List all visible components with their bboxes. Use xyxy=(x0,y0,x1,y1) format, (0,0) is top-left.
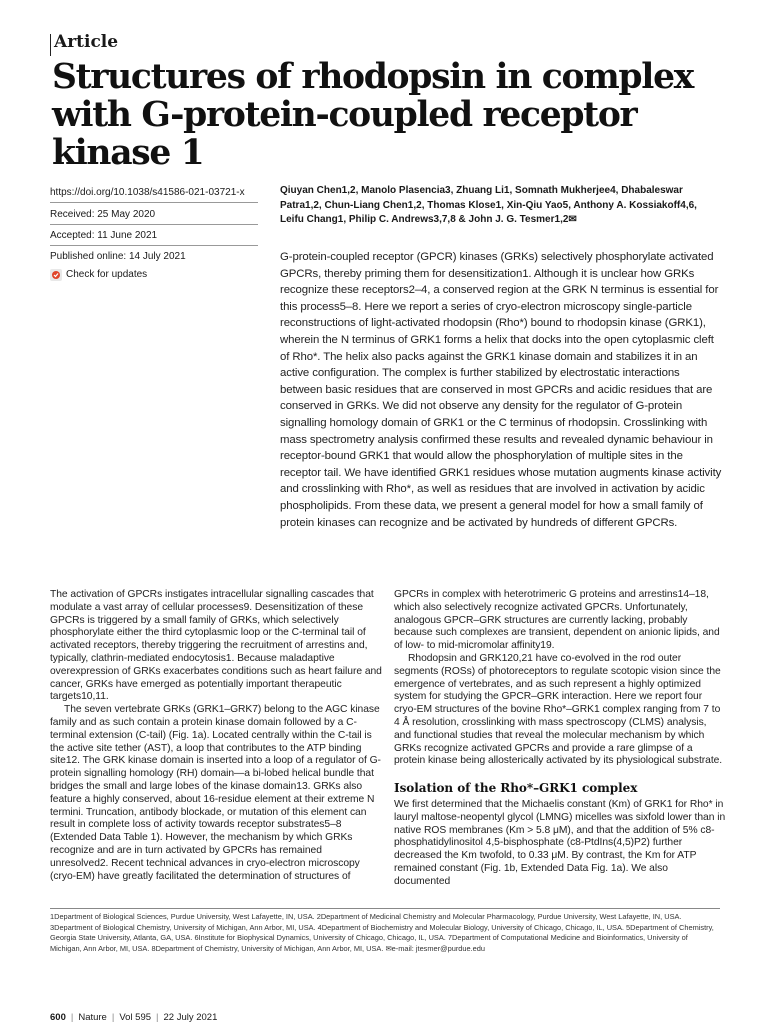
body-paragraph: The seven vertebrate GRKs (GRK1–GRK7) belong to the AGC kinase family and as such contain a protein kinase domain followed by a C-terminal extension (C-tail) (Fig. 1a). Located centrally within the C-tail is the active site tether (AST), a loop that contributes to the ATP binding site12. The GRK kinase domain is inserted into a loop of a regulator of G-protein signalling homology (RH) domain—a bi-lobed helical bundle that bridges the small and large lobes of the kinase domain13. GRKs also feature a highly conserved, about 16-residue element at their extreme N termini. Truncation, antibody blockade, or mutation of this element can result in complete loss of activity towards receptor substrates5–8 (Extended Data Table 1). However, the mechanism by which GRKs recognize and are in turn activated by GPCRs has remained unresolved2. Recent technical advances in cryo-electron microscopy (cryo-EM) have greatly facilitated the determination of structures of xyxy=(50,704,381,882)
article-title: Structures of rhodopsin in complex with G-protein-coupled receptor kinase 1 xyxy=(52,57,693,173)
crossmark-icon xyxy=(50,269,62,281)
affiliations: 1Department of Biological Sciences, Purdue University, West Lafayette, IN, USA. 2Department of Medicinal Chemistry and Molecular Pharmacology, Purdue University, West Lafayette, IN, USA. 3Department of Biological Chemistry, University of Michigan, Ann Arbor, MI, USA. 4Department of Biochemistry and Molecular Biology, University of Chicago, Chicago, IL, USA. 5Department of Chemistry, Georgia State University, Atlanta, GA, USA. 6Institute for Biophysical Dynamics, University of Chicago, Chicago, IL, USA. 7Department of Computational Medicine and Bioinformatics, University of Michigan, Ann Arbor, MI, USA. 8Department of Chemistry, University of Michigan, Ann Arbor, MI, USA. ✉e-mail: jtesmer@purdue.edu xyxy=(50,912,714,953)
body-paragraph: GPCRs in complex with heterotrimeric G proteins and arrestins14–18, which also selectively recognize activated GPCRs. Unfortunately, analogous GPCR–GRK structures are currently lacking, probably because such complexes are transient, dependent on anionic lipids, and of low- to mid-micromolar affinity19. xyxy=(394,589,720,652)
received-text: Received: 25 May 2020 xyxy=(50,209,156,220)
accepted-date xyxy=(50,229,258,242)
page-footer: 600 | Nature | Vol 595 | 22 July 2021 xyxy=(50,1012,218,1023)
volume: Vol 595 xyxy=(119,1012,152,1023)
section-heading: Isolation of the Rho*–GRK1 complex xyxy=(394,781,638,796)
page-number: 600 xyxy=(50,1012,66,1023)
doi-link[interactable] xyxy=(50,186,258,199)
check-for-updates-button[interactable] xyxy=(50,268,258,281)
issue-date: 22 July 2021 xyxy=(163,1012,218,1023)
footnote-rule xyxy=(50,908,720,909)
published-text: Published online: 14 July 2021 xyxy=(50,251,186,262)
header-rule xyxy=(50,34,51,56)
body-paragraph: Rhodopsin and GRK120,21 have co-evolved in the rod outer segments (ROSs) of photoreceptors to regulate scotopic vision since the emergence of vertebrates, and as such represent a highly optimized system for studying the GPCR–GRK interaction. Here we report four cryo-EM structures of the bovine Rho*–GRK1 complex ranging from 7 to 4 Å resolution, crosslinking with mass spectroscopy (CLMS) analysis, and functional studies that reveal the molecular mechanism by which GRKs recognize activated GPCRs and provide a rare glimpse of a protein kinase being allosterically activated by its physiological substrate. xyxy=(394,652,723,767)
journal-name: Nature xyxy=(78,1012,107,1023)
article-type-label: Article xyxy=(54,32,119,52)
published-date xyxy=(50,250,258,263)
doi-text: https://doi.org/10.1038/s41586-021-03721-x xyxy=(50,187,245,198)
body-paragraph: The activation of GPCRs instigates intracellular signalling cascades that modulate a vast array of cellular processes9. Desensitization of these GPCRs is triggered by a small family of GRKs, which selectively phosphorylate either the third cytoplasmic loop or the C-terminal tail of activated receptors, thereby triggering the recruitment of arrestins and, typically, clathrin-mediated endocytosis1. Because maladaptive overexpression of GRKs exacerbates conditions such as heart failure and cancer, GRKs have emerged as potentially important therapeutic targets10,11. xyxy=(50,589,382,703)
body-paragraph: We first determined that the Michaelis constant (Km) of GRK1 for Rho* in lauryl maltose-neopentyl glycol (LMNG) micelles was sixfold lower than in native ROS membranes (Km > 5.8 μM), and that the addition of 5% c8- phosphatidylinositol 4,5-bisphosphate (c8-PtdIns(4,5)P2) further decreased the Km twofold, to 0.33 μM. By contrast, the Km for ATP remained constant (Fig. 1b, Extended Data Fig. 1a). We also documented xyxy=(394,798,726,887)
received-date xyxy=(50,208,258,221)
accepted-text: Accepted: 11 June 2021 xyxy=(50,230,158,241)
body-column-left xyxy=(50,589,382,883)
body-column-right xyxy=(394,589,726,889)
check-updates-label: Check for updates xyxy=(66,269,148,280)
author-list: Qiuyan Chen1,2, Manolo Plasencia3, Zhuang Li1, Somnath Mukherjee4, Dhabaleswar Patra1,2, Chun-Liang Chen1,2, Thomas Klose1, Xin-Qiu Yao5, Anthony A. Kossiakoff4,6, Leifu Chang1, Philip C. Andrews3,7,8 & John J. G. Tesmer1,2✉ xyxy=(280,185,697,226)
abstract: G-protein-coupled receptor (GPCR) kinases (GRKs) selectively phosphorylate activated GPCRs, thereby priming them for desensitization1. Although it is unclear how GRKs recognize these receptors2–4, a conserved region at the GRK N terminus is essential for this process5–8. Here we report a series of cryo-electron microscopy single-particle reconstructions of light-activated rhodopsin (Rho*) bound to rhodopsin kinase (GRK1), wherein the N terminus of GRK1 forms a helix that docks into the open cytoplasmic cleft of Rho*. The helix also packs against the GRK1 kinase domain and stabilizes it in an active configuration. The complex is further stabilized by electrostatic interactions between basic residues that are conserved in most GPCRs and acidic residues that are conserved in GRKs. We did not observe any density for the regulator of G-protein signalling homology domain of GRK1 or the C terminus of rhodopsin. Crosslinking with mass spectrometry analysis confirmed these results and revealed dynamic behaviour in receptor-bound GRK1 that would allow the phosphorylation of multiple sites in the receptor tail. We have identified GRK1 residues whose mutation augments kinase activity and crosslinking with Rho*, as well as residues that are involved in activation by acidic phospholipids. From these data, we present a general model for how a small family of protein kinases can recognize and be activated by hundreds of different GPCRs. xyxy=(280,251,722,529)
